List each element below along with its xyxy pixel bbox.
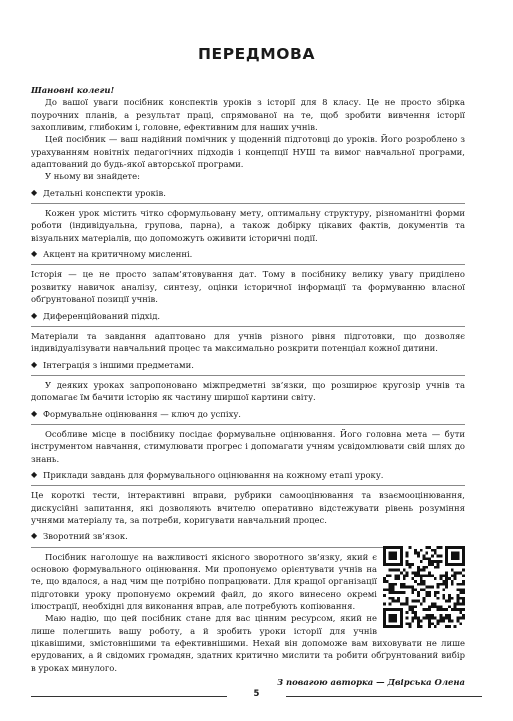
intro-paragraph-1: До вашої уваги посібник конспектів уроків з історії для 8 класу. Це не просто збірка поурочних планів, а результат праці, спрямованої на те, щоб зробити вивчення історії захопливим, глибоким і, головне, ефективним для наших учнів.	[31, 97, 465, 133]
closing-paragraph: Маю надію, що цей посібник стане для вас цінним ресурсом, який не лише полегшить вашу роботу, а й зробить уроки історії для учнів цікавішими, змістовнішими та ефективнішими. Нехай він допоможе вам виховувати не лише ерудованих, а й свідомих громадян, здатних критично мислити та робити обґрунтований вибір в уроках минулого.	[31, 613, 465, 673]
qr-code-icon[interactable]	[383, 546, 465, 628]
diamond-bullet-icon: ◆	[31, 359, 38, 369]
section-text: Кожен урок містить чітко сформульовану мету, оптимальну структуру, різноманітні форми роботи (індивідуальна, групова, парна), а також добірку цікавих фактів, документів та візуальних матеріалів, що допоможуть оживити історичні події.	[31, 208, 465, 243]
intro-paragraph-3: У ньому ви знайдете:	[45, 171, 140, 182]
page-footer	[31, 688, 482, 704]
section-text: Це короткі тести, інтерактивні вправи, рубрики самооцінювання та взаємооцінювання, дискусійні запитання, які дозволяють вчителю оперативно відстежувати рівень розуміння учнями матеріалу та, за потреби, коригувати навчальний процес.	[31, 490, 465, 525]
section-text: Особливе місце в посібнику посідає формувальне оцінювання. Його головна мета — бути інструментом навчання, стимулювати прогрес і допомагати учням усвідомлювати свій шлях до знань.	[31, 428, 465, 464]
section-heading: ◆ Приклади завдань для формувального оцінювання на кожному етапі уроку.	[31, 469, 384, 480]
diamond-bullet-icon: ◆	[31, 469, 38, 479]
section-heading: ◆ Детальні конспекти уроків.	[31, 187, 166, 198]
greeting: Шановні колеги!	[31, 85, 115, 95]
section-text: У деяких уроках запропоновано міжпредметні зв’язки, що розширює кругозір учнів та допомагає їм бачити історію як частину ширшої картини світу.	[31, 379, 465, 403]
page-title: ПЕРЕДМОВА	[197, 45, 316, 63]
section-heading: ◆ Формувальне оцінювання — ключ до успіху.	[31, 408, 241, 419]
section-text: Історія — це не просто запам’ятовування дат. Тому в посібнику велику увагу приділено розвитку навичок аналізу, синтезу, оцінки історичної інформації та формуванню власної обґрунтованої позиції учнів.	[31, 269, 465, 305]
section-divider	[31, 424, 465, 425]
section-divider	[31, 375, 465, 376]
preface-body	[31, 84, 465, 688]
section-divider	[31, 264, 465, 265]
section-heading: ◆ Акцент на критичному мисленні.	[31, 249, 193, 260]
diamond-bullet-icon: ◆	[31, 187, 38, 197]
author-signature: З повагою авторка — Двірська Олена	[277, 677, 465, 688]
section-heading: ◆ Інтеграція з іншими предметами.	[31, 359, 194, 370]
page-number: 5	[253, 689, 260, 699]
section-heading: ◆ Зворотний зв’язок.	[31, 531, 128, 542]
section-divider	[31, 485, 465, 486]
diamond-bullet-icon: ◆	[31, 531, 38, 541]
section-text: Матеріали та завдання адаптовано для учнів різного рівня підготовки, що дозволяє індивідуалізувати навчальний процес та максимально розкрити потенціал кожної дитини.	[31, 330, 465, 354]
section-heading: ◆ Диференційований підхід.	[31, 310, 161, 321]
diamond-bullet-icon: ◆	[31, 310, 38, 320]
intro-paragraph-2: Цей посібник — ваш надійний помічник у щоденній підготовці до уроків. Його розроблено з урахуванням новітніх педагогічних підходів і концепції НУШ та вимог навчальної програми, адаптований до будь-якої авторської програми.	[31, 134, 465, 170]
section-divider	[31, 203, 465, 204]
diamond-bullet-icon: ◆	[31, 249, 38, 259]
section-divider	[31, 326, 465, 327]
section-text: Посібник наголошує на важливості якісного зворотного зв’язку, який є основою формувального оцінювання. Ми пропонуємо орієнтувати учнів на те, що вдалося, а над чим ще потрібно попрацювати. Для кращої організації підготовки уроку пропонуємо окремий файл, до якого винесено окремі ілюстрації, необхідні для виконання вправ, але потребують копіювання.	[31, 551, 377, 612]
diamond-bullet-icon: ◆	[31, 408, 38, 418]
footer-rule-right	[286, 696, 482, 697]
